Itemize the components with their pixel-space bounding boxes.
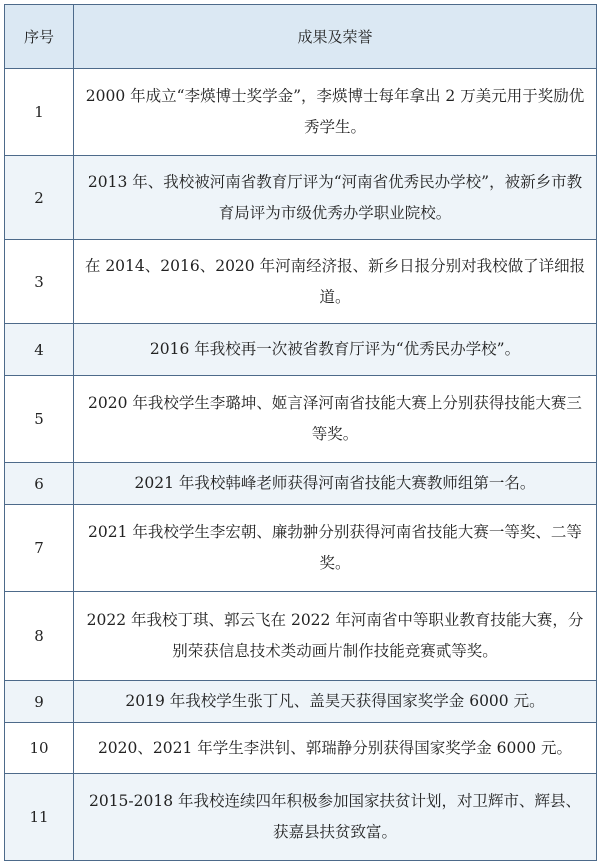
- row-number: 7: [5, 505, 74, 592]
- row-number: 2: [5, 156, 74, 240]
- row-number: 5: [5, 376, 74, 463]
- header-serial-number: 序号: [5, 5, 74, 69]
- header-achievements: 成果及荣誉: [74, 5, 597, 69]
- row-text: 2020、2021 年学生李洪钊、郭瑞静分别获得国家奖学金 6000 元。: [74, 723, 597, 774]
- row-text: 2021 年我校学生李宏朝、廉勃翀分别获得河南省技能大赛一等奖、二等奖。: [74, 505, 597, 592]
- table-row: [5, 69, 597, 156]
- row-text: 2013 年、我校被河南省教育厅评为“河南省优秀民办学校”，被新乡市教育局评为市级优秀办学职业院校。: [74, 156, 597, 240]
- table-row: [5, 156, 597, 240]
- row-text: 2020 年我校学生李璐坤、姬言泽河南省技能大赛上分别获得技能大赛三等奖。: [74, 376, 597, 463]
- table-row: [5, 505, 597, 592]
- row-number: 9: [5, 681, 74, 723]
- row-text: 在 2014、2016、2020 年河南经济报、新乡日报分别对我校做了详细报道。: [74, 240, 597, 324]
- table-row: [5, 376, 597, 463]
- table-header-row: [5, 5, 597, 69]
- row-text: 2016 年我校再一次被省教育厅评为“优秀民办学校”。: [74, 324, 597, 376]
- row-text: 2000 年成立“李煐博士奖学金”，李煐博士每年拿出 2 万美元用于奖励优秀学生。: [74, 69, 597, 156]
- table-row: [5, 324, 597, 376]
- table-row: [5, 774, 597, 861]
- achievements-table: [4, 4, 597, 861]
- row-number: 11: [5, 774, 74, 861]
- row-text: 2015-2018 年我校连续四年积极参加国家扶贫计划，对卫辉市、辉县、获嘉县扶贫致富。: [74, 774, 597, 861]
- row-number: 1: [5, 69, 74, 156]
- row-text: 2021 年我校韩峰老师获得河南省技能大赛教师组第一名。: [74, 463, 597, 505]
- table-row: [5, 723, 597, 774]
- row-text: 2022 年我校丁琪、郭云飞在 2022 年河南省中等职业教育技能大赛，分别荣获信息技术类动画片制作技能竞赛贰等奖。: [74, 592, 597, 681]
- row-number: 10: [5, 723, 74, 774]
- row-text: 2019 年我校学生张丁凡、盖昊天获得国家奖学金 6000 元。: [74, 681, 597, 723]
- table-row: [5, 463, 597, 505]
- row-number: 6: [5, 463, 74, 505]
- table-row: [5, 240, 597, 324]
- table-row: [5, 681, 597, 723]
- table-row: [5, 592, 597, 681]
- row-number: 3: [5, 240, 74, 324]
- row-number: 8: [5, 592, 74, 681]
- row-number: 4: [5, 324, 74, 376]
